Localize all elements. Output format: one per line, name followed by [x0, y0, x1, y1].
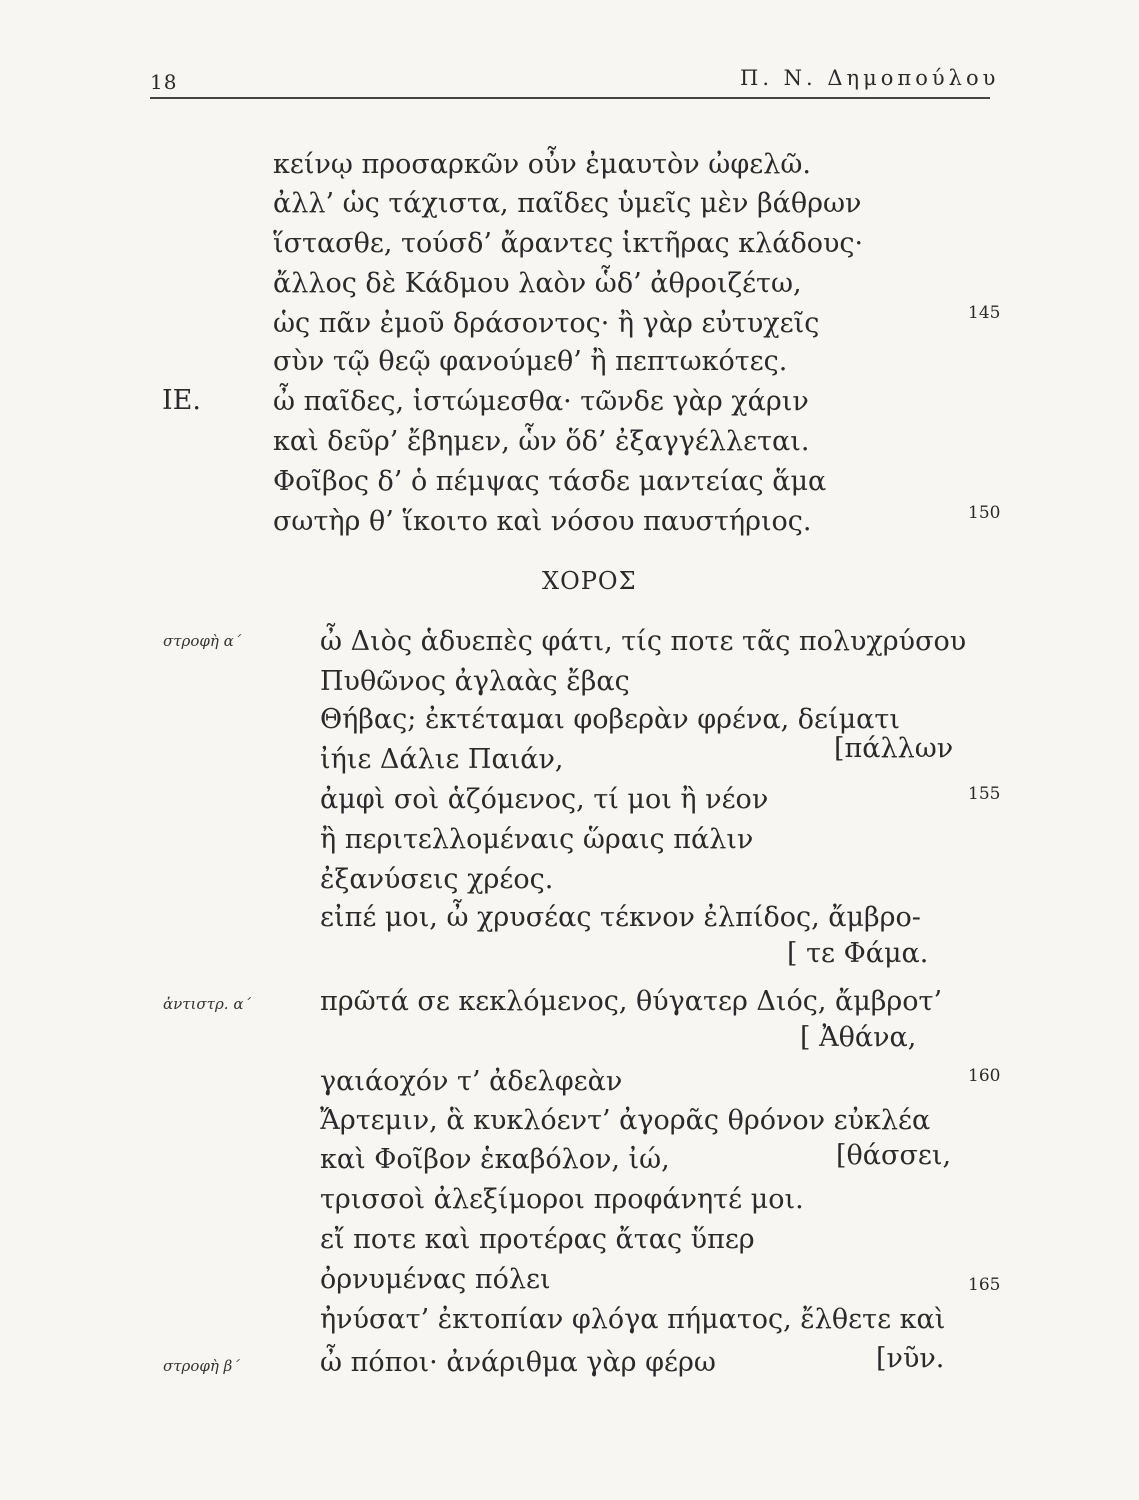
- verse-line: Ἄρτεμιν, ἃ κυκλόεντ’ ἀγορᾶς θρόνον εὐκλέα: [320, 1105, 931, 1136]
- verse-line: ἀλλ’ ὡς τάχιστα, παῖδες ὑμεῖς μὲν βάθρων: [273, 188, 862, 219]
- line-number: 165: [968, 1275, 1001, 1295]
- verse-line: Πυθῶνος ἀγλαὰς ἔβας: [320, 666, 630, 697]
- line-continuation: [ τε Φάμα.: [787, 938, 929, 969]
- verse-line: καὶ δεῦρ’ ἔβημεν, ὧν ὅδ’ ἐξαγγέλλεται.: [273, 426, 810, 457]
- verse-line: γαιάοχόν τ’ ἀδελφεὰν: [320, 1066, 623, 1097]
- line-number: 150: [968, 503, 1001, 523]
- strophe-label: στροφὴ β΄: [163, 1357, 240, 1375]
- strophe-label: στροφὴ α΄: [163, 632, 242, 650]
- verse-line: εἰπέ μοι, ὦ χρυσέας τέκνον ἐλπίδος, ἄμβρο-: [320, 902, 921, 933]
- verse-line: ὀρνυμένας πόλει: [320, 1264, 551, 1295]
- verse-line: Φοῖβος δ’ ὁ πέμψας τάσδε μαντείας ἅμα: [273, 466, 827, 497]
- verse-line: τρισσοὶ ἀλεξίμοροι προφάνητέ μοι.: [320, 1184, 804, 1215]
- header-rule: [150, 97, 990, 99]
- verse-line: ὡς πᾶν ἐμοῦ δράσοντος· ἢ γὰρ εὐτυχεῖς: [273, 308, 820, 339]
- page-number: 18: [150, 70, 178, 94]
- verse-line: ἀμφὶ σοὶ ἁζόμενος, τί μοι ἢ νέον: [320, 784, 769, 815]
- running-title: Π. Ν. Δημοπούλου: [740, 66, 1000, 90]
- line-continuation: [θάσσει,: [836, 1140, 952, 1171]
- verse-line: ἰήιε Δάλιε Παιάν,: [320, 744, 564, 775]
- verse-line: σὺν τῷ θεῷ φανούμεθ’ ἢ πεπτωκότες.: [273, 346, 788, 377]
- verse-line: ἢ περιτελλομέναις ὥραις πάλιν: [320, 824, 754, 855]
- verse-line: ὦ παῖδες, ἱστώμεσθα· τῶνδε γὰρ χάριν: [273, 386, 809, 417]
- line-continuation: [νῦν.: [876, 1343, 945, 1374]
- line-number: 160: [968, 1066, 1001, 1086]
- verse-line: σωτὴρ θ’ ἵκοιτο καὶ νόσου παυστήριος.: [273, 506, 812, 537]
- verse-line: ἵστασθε, τούσδ’ ἄραντες ἱκτῆρας κλάδους·: [273, 228, 864, 259]
- line-continuation: [πάλλων: [834, 733, 954, 764]
- section-heading: ΧΟΡΟΣ: [542, 567, 637, 595]
- verse-line: κείνῳ προσαρκῶν οὖν ἐμαυτὸν ὠφελῶ.: [273, 149, 811, 180]
- line-number: 145: [968, 303, 1001, 323]
- line-number: 155: [968, 784, 1001, 804]
- verse-line: καὶ Φοῖβον ἑκαβόλον, ἰώ,: [320, 1144, 670, 1175]
- verse-line: ἄλλος δὲ Κάδμου λαὸν ὧδ’ ἀθροιζέτω,: [273, 268, 802, 299]
- verse-line: Θήβας; ἐκτέταμαι φοβερὰν φρένα, δείματι: [320, 704, 900, 735]
- verse-line: πρῶτά σε κεκλόμενος, θύγατερ Διός, ἄμβροτ’: [320, 986, 943, 1017]
- verse-line: ὦ Διὸς ἁδυεπὲς φάτι, τίς ποτε τᾶς πολυχρύσου: [320, 626, 967, 657]
- verse-line: ἠνύσατ’ ἐκτοπίαν φλόγα πήματος, ἔλθετε καὶ: [320, 1304, 946, 1335]
- speaker-label: ΙΕ.: [162, 385, 201, 416]
- verse-line: ὦ πόποι· ἀνάριθμα γὰρ φέρω: [320, 1347, 716, 1378]
- line-continuation: [ Ἀθάνα,: [800, 1022, 917, 1053]
- page-header: [0, 0, 1139, 110]
- antistrophe-label: ἀντιστρ. α΄: [163, 995, 251, 1013]
- verse-line: ἐξανύσεις χρέος.: [320, 864, 554, 895]
- verse-line: εἴ ποτε καὶ προτέρας ἄτας ὕπερ: [320, 1224, 755, 1255]
